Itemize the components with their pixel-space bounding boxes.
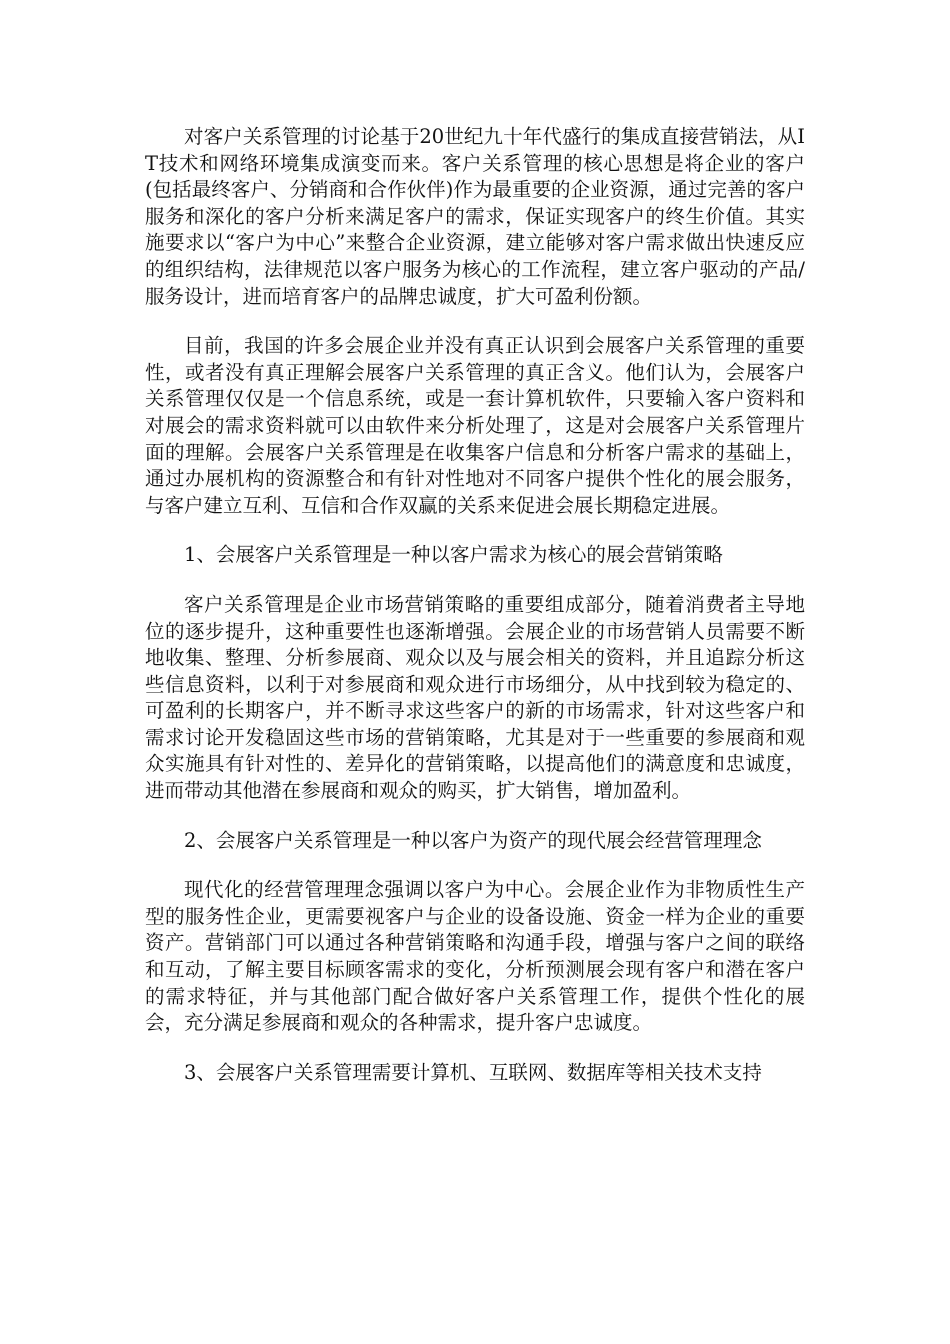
section-heading-1: 1、会展客户关系管理是一种以客户需求为核心的展会营销策略 — [184, 543, 723, 567]
paragraph-current-situation: 目前，我国的许多会展企业并没有真正认识到会展客户关系管理的重要性，或者没有真正理解会展客户关系管理的真正含义。他们认为，会展客户关系管理仅仅是一个信息系统，或是一套计算机软件，只要输入客户资料和对展会的需求资料就可以由软件来分析处理了，这是对会展客户关系管理片面的理解。会展客户关系管理是在收集客户信息和分析客户需求的基础上，通过办展机构的资源整合和有针对性地对不同客户提供个性化的展会服务，与客户建立互利、互信和合作双赢的关系来促进会展长期稳定进展。 — [145, 334, 805, 517]
paragraph-section-2: 现代化的经营管理理念强调以客户为中心。会展企业作为非物质性生产型的服务性企业，更需要视客户与企业的设备设施、资金一样为企业的重要资产。营销部门可以通过各种营销策略和沟通手段，增强与客户之间的联络和互动，了解主要目标顾客需求的变化，分析预测展会现有客户和潜在客户的需求特征，并与其他部门配合做好客户关系管理工作，提供个性化的展会，充分满足参展商和观众的各种需求，提升客户忠诚度。 — [145, 878, 805, 1035]
section-heading-2: 2、会展客户关系管理是一种以客户为资产的现代展会经营管理理念 — [184, 828, 762, 852]
paragraph-intro: 对客户关系管理的讨论基于20世纪九十年代盛行的集成直接营销法，从IT技术和网络环境集成演变而来。客户关系管理的核心思想是将企业的客户(包括最终客户、分销商和合作伙伴)作为最重要的企业资源，通过完善的客户服务和深化的客户分析来满足客户的需求，保证实现客户的终生价值。其实施要求以“客户为中心”来整合企业资源，建立能够对客户需求做出快速反应的组织结构，法律规范以客户服务为核心的工作流程，建立客户驱动的产品/服务设计，进而培育客户的品牌忠诚度，扩大可盈利份额。 — [145, 125, 805, 308]
section-heading-3: 3、会展客户关系管理需要计算机、互联网、数据库等相关技术支持 — [184, 1060, 762, 1084]
document-body — [145, 124, 805, 1109]
paragraph-section-1: 客户关系管理是企业市场营销策略的重要组成部分，随着消费者主导地位的逐步提升，这种重要性也逐渐增强。会展企业的市场营销人员需要不断地收集、整理、分析参展商、观众以及与展会相关的资料，并且追踪分析这些信息资料，以利于对参展商和观众进行市场细分，从中找到较为稳定的、可盈利的长期客户，并不断寻求这些客户的新的市场需求，针对这些客户和需求讨论开发稳固这些市场的营销策略，尤其是对于一些重要的参展商和观众实施具有针对性的、差异化的营销策略，以提高他们的满意度和忠诚度，进而带动其他潜在参展商和观众的购买，扩大销售，增加盈利。 — [145, 592, 805, 803]
